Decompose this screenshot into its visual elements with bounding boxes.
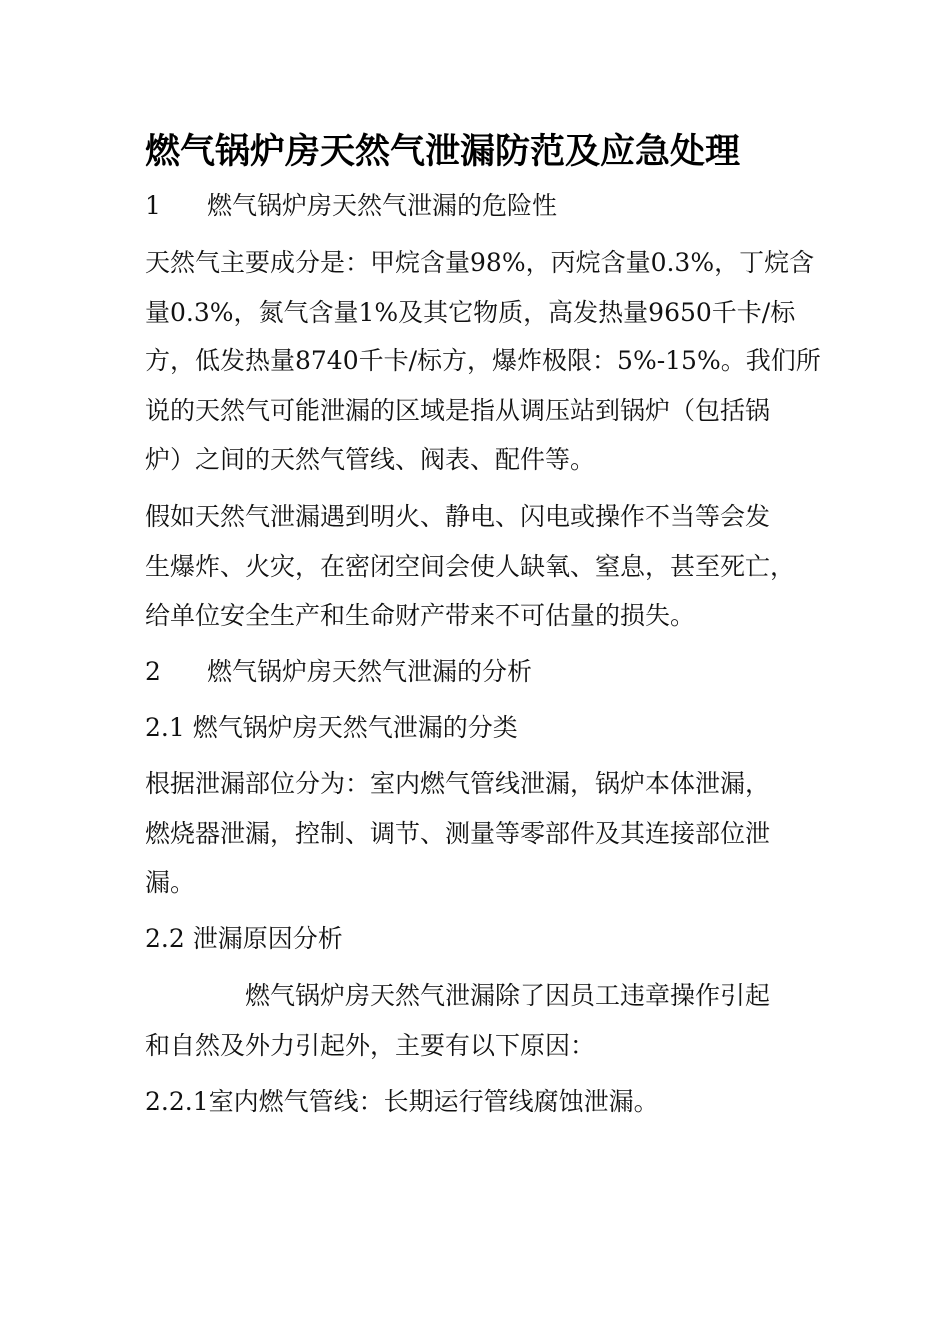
paragraph-4-line: 和自然及外力引起外，主要有以下原因： xyxy=(145,1031,596,1060)
paragraph-3-line: 根据泄漏部位分为：室内燃气管线泄漏，锅炉本体泄漏， xyxy=(145,769,771,798)
paragraph-4-line: 燃气锅炉房天然气泄漏除了因员工违章操作引起 xyxy=(245,981,771,1010)
section-1-heading xyxy=(145,189,557,223)
section-2-2-1-heading: 2.2.1室内燃气管线：长期运行管线腐蚀泄漏。 xyxy=(145,1087,659,1116)
paragraph-1-line: 天然气主要成分是：甲烷含量98%，丙烷含量0.3%，丁烷含 xyxy=(145,248,815,277)
section-2-heading xyxy=(145,655,532,689)
paragraph-3-line: 燃烧器泄漏，控制、调节、测量等零部件及其连接部位泄 xyxy=(145,819,771,848)
paragraph-2-line: 假如天然气泄漏遇到明火、静电、闪电或操作不当等会发 xyxy=(145,502,771,531)
section-1-number: 1 xyxy=(145,191,161,220)
section-1-title: 燃气锅炉房天然气泄漏的危险性 xyxy=(207,191,558,220)
paragraph-2-line: 生爆炸、火灾，在密闭空间会使人缺氧、窒息，甚至死亡， xyxy=(145,552,796,581)
section-2-number: 2 xyxy=(145,657,161,686)
paragraph-1-line: 炉）之间的天然气管线、阀表、配件等。 xyxy=(145,445,596,474)
paragraph-1-line: 量0.3%，氮气含量1%及其它物质，高发热量9650千卡/标 xyxy=(145,298,796,327)
section-2-2-heading: 2.2 泄漏原因分析 xyxy=(145,924,343,953)
paragraph-1-line: 方，低发热量8740千卡/标方，爆炸极限：5%-15%。我们所 xyxy=(145,346,821,375)
section-2-1-heading: 2.1 燃气锅炉房天然气泄漏的分类 xyxy=(145,713,518,742)
section-2-title: 燃气锅炉房天然气泄漏的分析 xyxy=(207,657,533,686)
document-title: 燃气锅炉房天然气泄漏防范及应急处理 xyxy=(145,132,741,172)
paragraph-1-line: 说的天然气可能泄漏的区域是指从调压站到锅炉（包括锅 xyxy=(145,396,771,425)
paragraph-2-line: 给单位安全生产和生命财产带来不可估量的损失。 xyxy=(145,601,696,630)
paragraph-3-line: 漏。 xyxy=(145,868,196,897)
